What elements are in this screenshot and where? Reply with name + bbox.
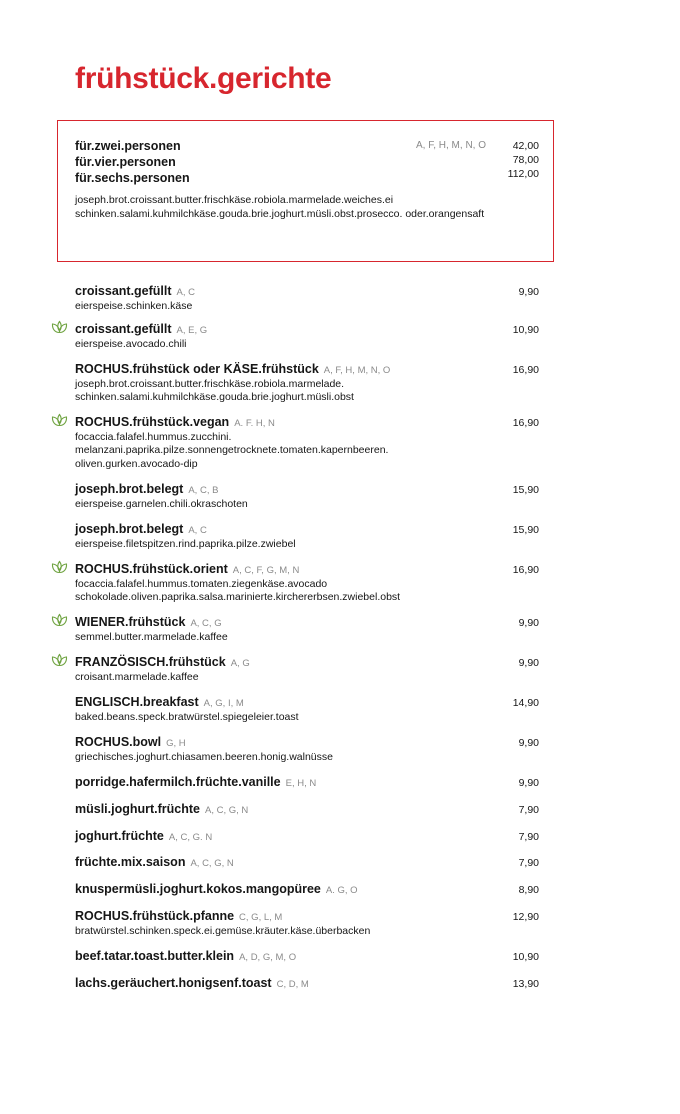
menu-item: [75, 362, 539, 405]
item-description: oliven.gurken.avocado-dip: [75, 457, 198, 470]
item-title-line: [75, 655, 539, 671]
item-name: ENGLISCH.breakfast: [75, 695, 199, 709]
allergen-codes: A. G, O: [325, 885, 358, 896]
item-price: 15,90: [512, 484, 539, 496]
item-name: knuspermüsli.joghurt.kokos.mangopüree: [75, 882, 321, 896]
item-price: 9,90: [518, 777, 539, 789]
item-title-line: [75, 322, 539, 338]
item-price: 13,90: [512, 978, 539, 990]
item-title-line: [75, 615, 539, 631]
item-name: joghurt.früchte: [75, 829, 164, 843]
allergen-codes: A, C, G, N: [190, 858, 234, 869]
menu-item: [75, 522, 539, 551]
menu-item: [75, 615, 539, 644]
allergen-codes: A, C: [176, 287, 196, 298]
allergen-codes: A, C, F, G, M, N: [232, 565, 300, 576]
sharing-prices: [508, 139, 539, 181]
variant-label: für.vier.personen: [75, 155, 176, 169]
item-name: croissant.gefüllt: [75, 284, 172, 298]
variant-label: für.zwei.personen: [75, 139, 181, 153]
item-title-line: [75, 976, 539, 992]
menu-item: [75, 284, 539, 313]
item-title-line: [75, 562, 539, 578]
item-name: porridge.hafermilch.früchte.vanille: [75, 775, 281, 789]
item-name: ROCHUS.frühstück oder KÄSE.frühstück: [75, 362, 319, 376]
leaf-icon: [51, 560, 68, 574]
item-price: 12,90: [512, 911, 539, 923]
menu-item: [75, 482, 539, 511]
sharing-description: joseph.brot.croissant.butter.frischkäse.robiola.marmelade.weiches.ei schinken.salami.kuhmilchkäse.gouda.brie.joghurt.müsli.obst.prosecco. oder.orangensaft: [75, 194, 485, 220]
menu-item: [75, 775, 539, 791]
item-title-line: [75, 802, 539, 818]
item-title-line: [75, 775, 539, 791]
item-name: WIENER.frühstück: [75, 615, 186, 629]
allergen-codes: A, E, G: [176, 325, 208, 336]
allergen-codes: A, C: [188, 525, 207, 536]
item-name: früchte.mix.saison: [75, 855, 186, 869]
menu-item: [75, 322, 539, 351]
allergen-codes: A, C, B: [188, 485, 219, 496]
item-description: eierspeise.avocado.chili: [75, 338, 187, 350]
item-description: schokolade.oliven.paprika.salsa.marinierte.kirchererbsen.zwiebel.obst: [75, 591, 401, 604]
item-price: 9,90: [518, 737, 539, 749]
item-price: 9,90: [518, 657, 539, 669]
menu-item: [75, 829, 539, 845]
page-title: frühstück.gerichte: [75, 62, 332, 95]
item-title-line: [75, 735, 539, 751]
item-price: 9,90: [518, 286, 539, 298]
item-title-line: [75, 909, 539, 925]
item-description: griechisches.joghurt.chiasamen.beeren.honig.walnüsse: [75, 751, 333, 763]
item-description: eierspeise.schinken.käse: [75, 300, 193, 312]
item-title-line: [75, 949, 539, 965]
menu-item: [75, 882, 539, 898]
allergen-codes: G, H: [166, 738, 186, 749]
item-title-line: [75, 695, 539, 711]
item-title-line: [75, 415, 539, 431]
sharing-variants: [75, 138, 190, 186]
item-description: bratwürstel.schinken.speck.ei.gemüse.kräuter.käse.überbacken: [75, 925, 371, 937]
menu-item: [75, 695, 539, 724]
leaf-icon: [51, 613, 68, 627]
item-title-line: [75, 284, 539, 300]
item-description: schinken.salami.kuhmilchkäse.gouda.brie.joghurt.müsli.obst: [75, 391, 354, 404]
item-description: eierspeise.filetspitzen.rind.paprika.pilze.zwiebel: [75, 538, 296, 550]
item-price: 15,90: [512, 524, 539, 536]
allergen-codes: C, G, L, M: [239, 912, 283, 923]
menu-item: [75, 855, 539, 871]
item-title-line: [75, 482, 539, 498]
item-price: 16,90: [512, 417, 539, 429]
item-description: baked.beans.speck.bratwürstel.spiegeleier.toast: [75, 711, 299, 723]
menu-item: [75, 415, 539, 471]
item-price: 16,90: [512, 364, 539, 376]
item-name: beef.tatar.toast.butter.klein: [75, 949, 235, 963]
allergen-codes: A, C, G: [190, 618, 222, 629]
allergen-codes: A, C, G. N: [168, 832, 213, 843]
item-price: 10,90: [512, 324, 539, 336]
allergen-codes: A, D, G, M, O: [239, 952, 297, 963]
item-title-line: [75, 882, 539, 898]
item-price: 10,90: [512, 951, 539, 963]
leaf-icon: [51, 653, 68, 667]
allergen-codes: A. F. H, N: [234, 418, 275, 429]
allergen-codes: A, F, H, M, N, O: [416, 140, 487, 151]
item-name: ROCHUS.frühstück.vegan: [75, 415, 230, 429]
item-description: focaccia.falafel.hummus.zucchini.: [75, 431, 232, 443]
leaf-icon: [51, 320, 68, 334]
menu-item: [75, 655, 539, 684]
menu-item: [75, 909, 539, 938]
item-name: joseph.brot.belegt: [75, 522, 184, 536]
menu-item: [75, 976, 539, 992]
item-description: croisant.marmelade.kaffee: [75, 671, 199, 683]
item-name: FRANZÖSISCH.frühstück: [75, 655, 226, 669]
item-name: ROCHUS.bowl: [75, 735, 162, 749]
item-price: 14,90: [512, 697, 539, 709]
variant-label: für.sechs.personen: [75, 171, 190, 185]
allergen-codes: A, C, G, N: [205, 805, 249, 816]
allergen-codes: A, F, H, M, N, O: [323, 365, 391, 376]
item-description: joseph.brot.croissant.butter.frischkäse.robiola.marmelade.: [75, 378, 345, 390]
allergen-codes: C, D, M: [276, 979, 309, 990]
menu-item: [75, 802, 539, 818]
menu-item: [75, 562, 539, 605]
item-title-line: [75, 855, 539, 871]
price: 42,00: [512, 140, 539, 152]
item-price: 7,90: [518, 857, 539, 869]
menu-item: [75, 949, 539, 965]
allergen-codes: E, H, N: [285, 778, 317, 789]
item-name: ROCHUS.frühstück.pfanne: [75, 909, 235, 923]
allergen-codes: A, G, I, M: [203, 698, 244, 709]
leaf-icon: [51, 413, 68, 427]
item-price: 7,90: [518, 831, 539, 843]
item-description: focaccia.falafel.hummus.tomaten.ziegenkäse.avocado: [75, 578, 328, 590]
item-name: ROCHUS.frühstück.orient: [75, 562, 228, 576]
item-title-line: [75, 522, 539, 538]
item-price: 7,90: [518, 804, 539, 816]
item-price: 16,90: [512, 564, 539, 576]
item-price: 9,90: [518, 617, 539, 629]
item-name: croissant.gefüllt: [75, 322, 172, 336]
sharing-breakfast-box: [57, 120, 554, 262]
menu-item: [75, 735, 539, 764]
item-description: melanzani.paprika.pilze.sonnengetrocknete.tomaten.kapernbeeren.: [75, 444, 389, 457]
item-name: lachs.geräuchert.honigsenf.toast: [75, 976, 272, 990]
item-price: 8,90: [518, 884, 539, 896]
item-description: semmel.butter.marmelade.kaffee: [75, 631, 228, 643]
item-name: joseph.brot.belegt: [75, 482, 184, 496]
price: 78,00: [512, 154, 539, 166]
price: 112,00: [507, 168, 539, 180]
item-description: eierspeise.garnelen.chili.okraschoten: [75, 498, 248, 510]
item-title-line: [75, 362, 539, 378]
item-name: müsli.joghurt.früchte: [75, 802, 200, 816]
allergen-codes: A, G: [230, 658, 250, 669]
item-title-line: [75, 829, 539, 845]
